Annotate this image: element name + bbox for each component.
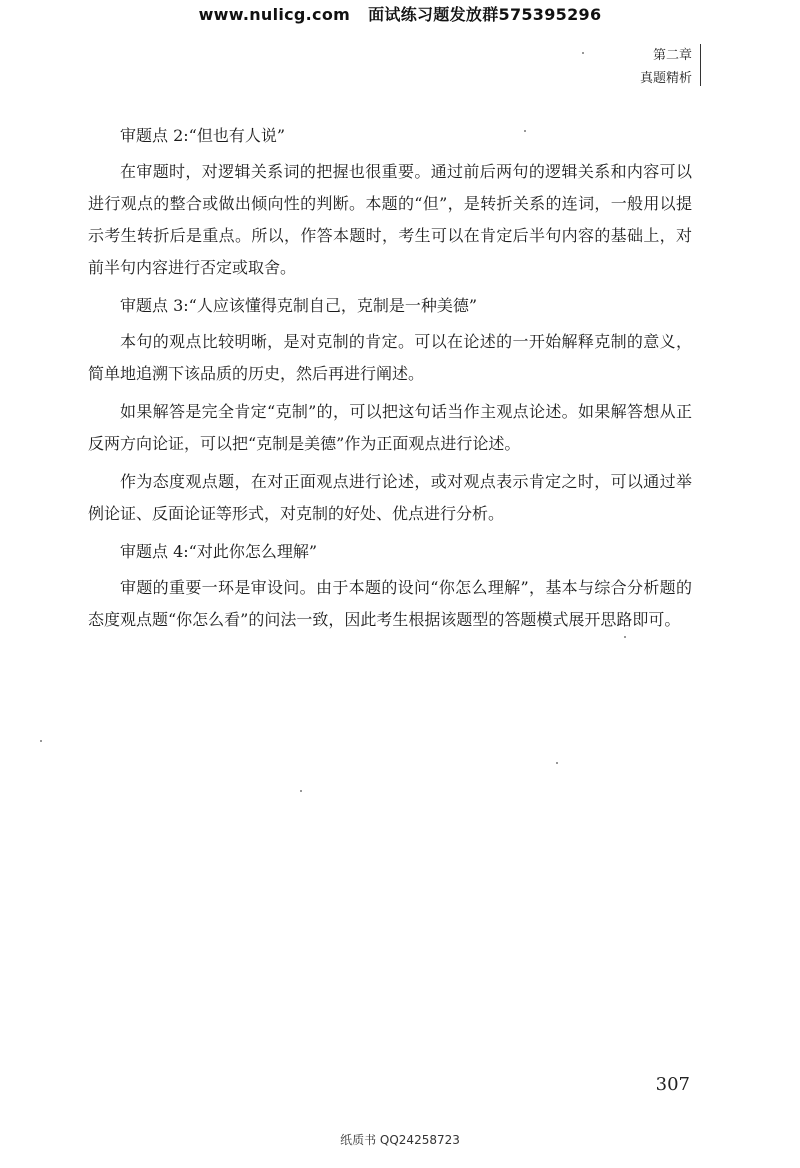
review-point-heading: 审题点 2:“但也有人说” — [120, 126, 286, 145]
body-paragraph: 作为态度观点题，在对正面观点进行论述，或对观点表示肯定之时，可以通过举例论证、反面论证等形式，对克制的好处、优点进行分析。 — [88, 472, 692, 523]
body-paragraph: 本句的观点比较明晰，是对克制的肯定。可以在论述的一开始解释克制的意义，简单地追溯下该品质的历史，然后再进行阐述。 — [88, 332, 692, 383]
scan-speck — [556, 762, 558, 764]
running-head-rule — [700, 44, 701, 86]
body-paragraph: 审题的重要一环是审设问。由于本题的设问“你怎么理解”，基本与综合分析题的态度观点题“你怎么看”的问法一致，因此考生根据该题型的答题模式展开思路即可。 — [88, 578, 692, 629]
review-point-heading: 审题点 4:“对此你怎么理解” — [120, 542, 318, 561]
watermark-header — [0, 2, 800, 25]
page-body — [88, 120, 692, 642]
section-label: 真题精析 — [639, 71, 692, 86]
body-paragraph: 如果解答是完全肯定“克制”的，可以把这句话当作主观点论述。如果解答想从正反两方向论证，可以把“克制是美德”作为正面观点进行论述。 — [88, 402, 692, 453]
scan-speck — [624, 636, 626, 638]
scan-speck — [524, 130, 526, 132]
footer-watermark: 纸质书 QQ24258723 — [340, 1133, 460, 1147]
body-paragraph: 在审题时，对逻辑关系词的把握也很重要。通过前后两句的逻辑关系和内容可以进行观点的整合或做出倾向性的判断。本题的“但”，是转折关系的连词，一般用以提示考生转折后是重点。所以，作答本题时，考生可以在肯定后半句内容的基础上，对前半句内容进行否定或取舍。 — [88, 162, 692, 277]
watermark-group: 面试练习题发放群575395296 — [368, 5, 602, 24]
scan-speck — [582, 52, 584, 54]
running-head — [640, 44, 692, 90]
page-number: 307 — [655, 1074, 690, 1095]
chapter-label: 第二章 — [652, 48, 692, 63]
scan-speck — [300, 790, 302, 792]
watermark-site: www.nulicg.com — [198, 5, 351, 24]
review-point-heading: 审题点 3:“人应该懂得克制自己，克制是一种美德” — [120, 296, 478, 315]
scan-speck — [40, 740, 42, 742]
